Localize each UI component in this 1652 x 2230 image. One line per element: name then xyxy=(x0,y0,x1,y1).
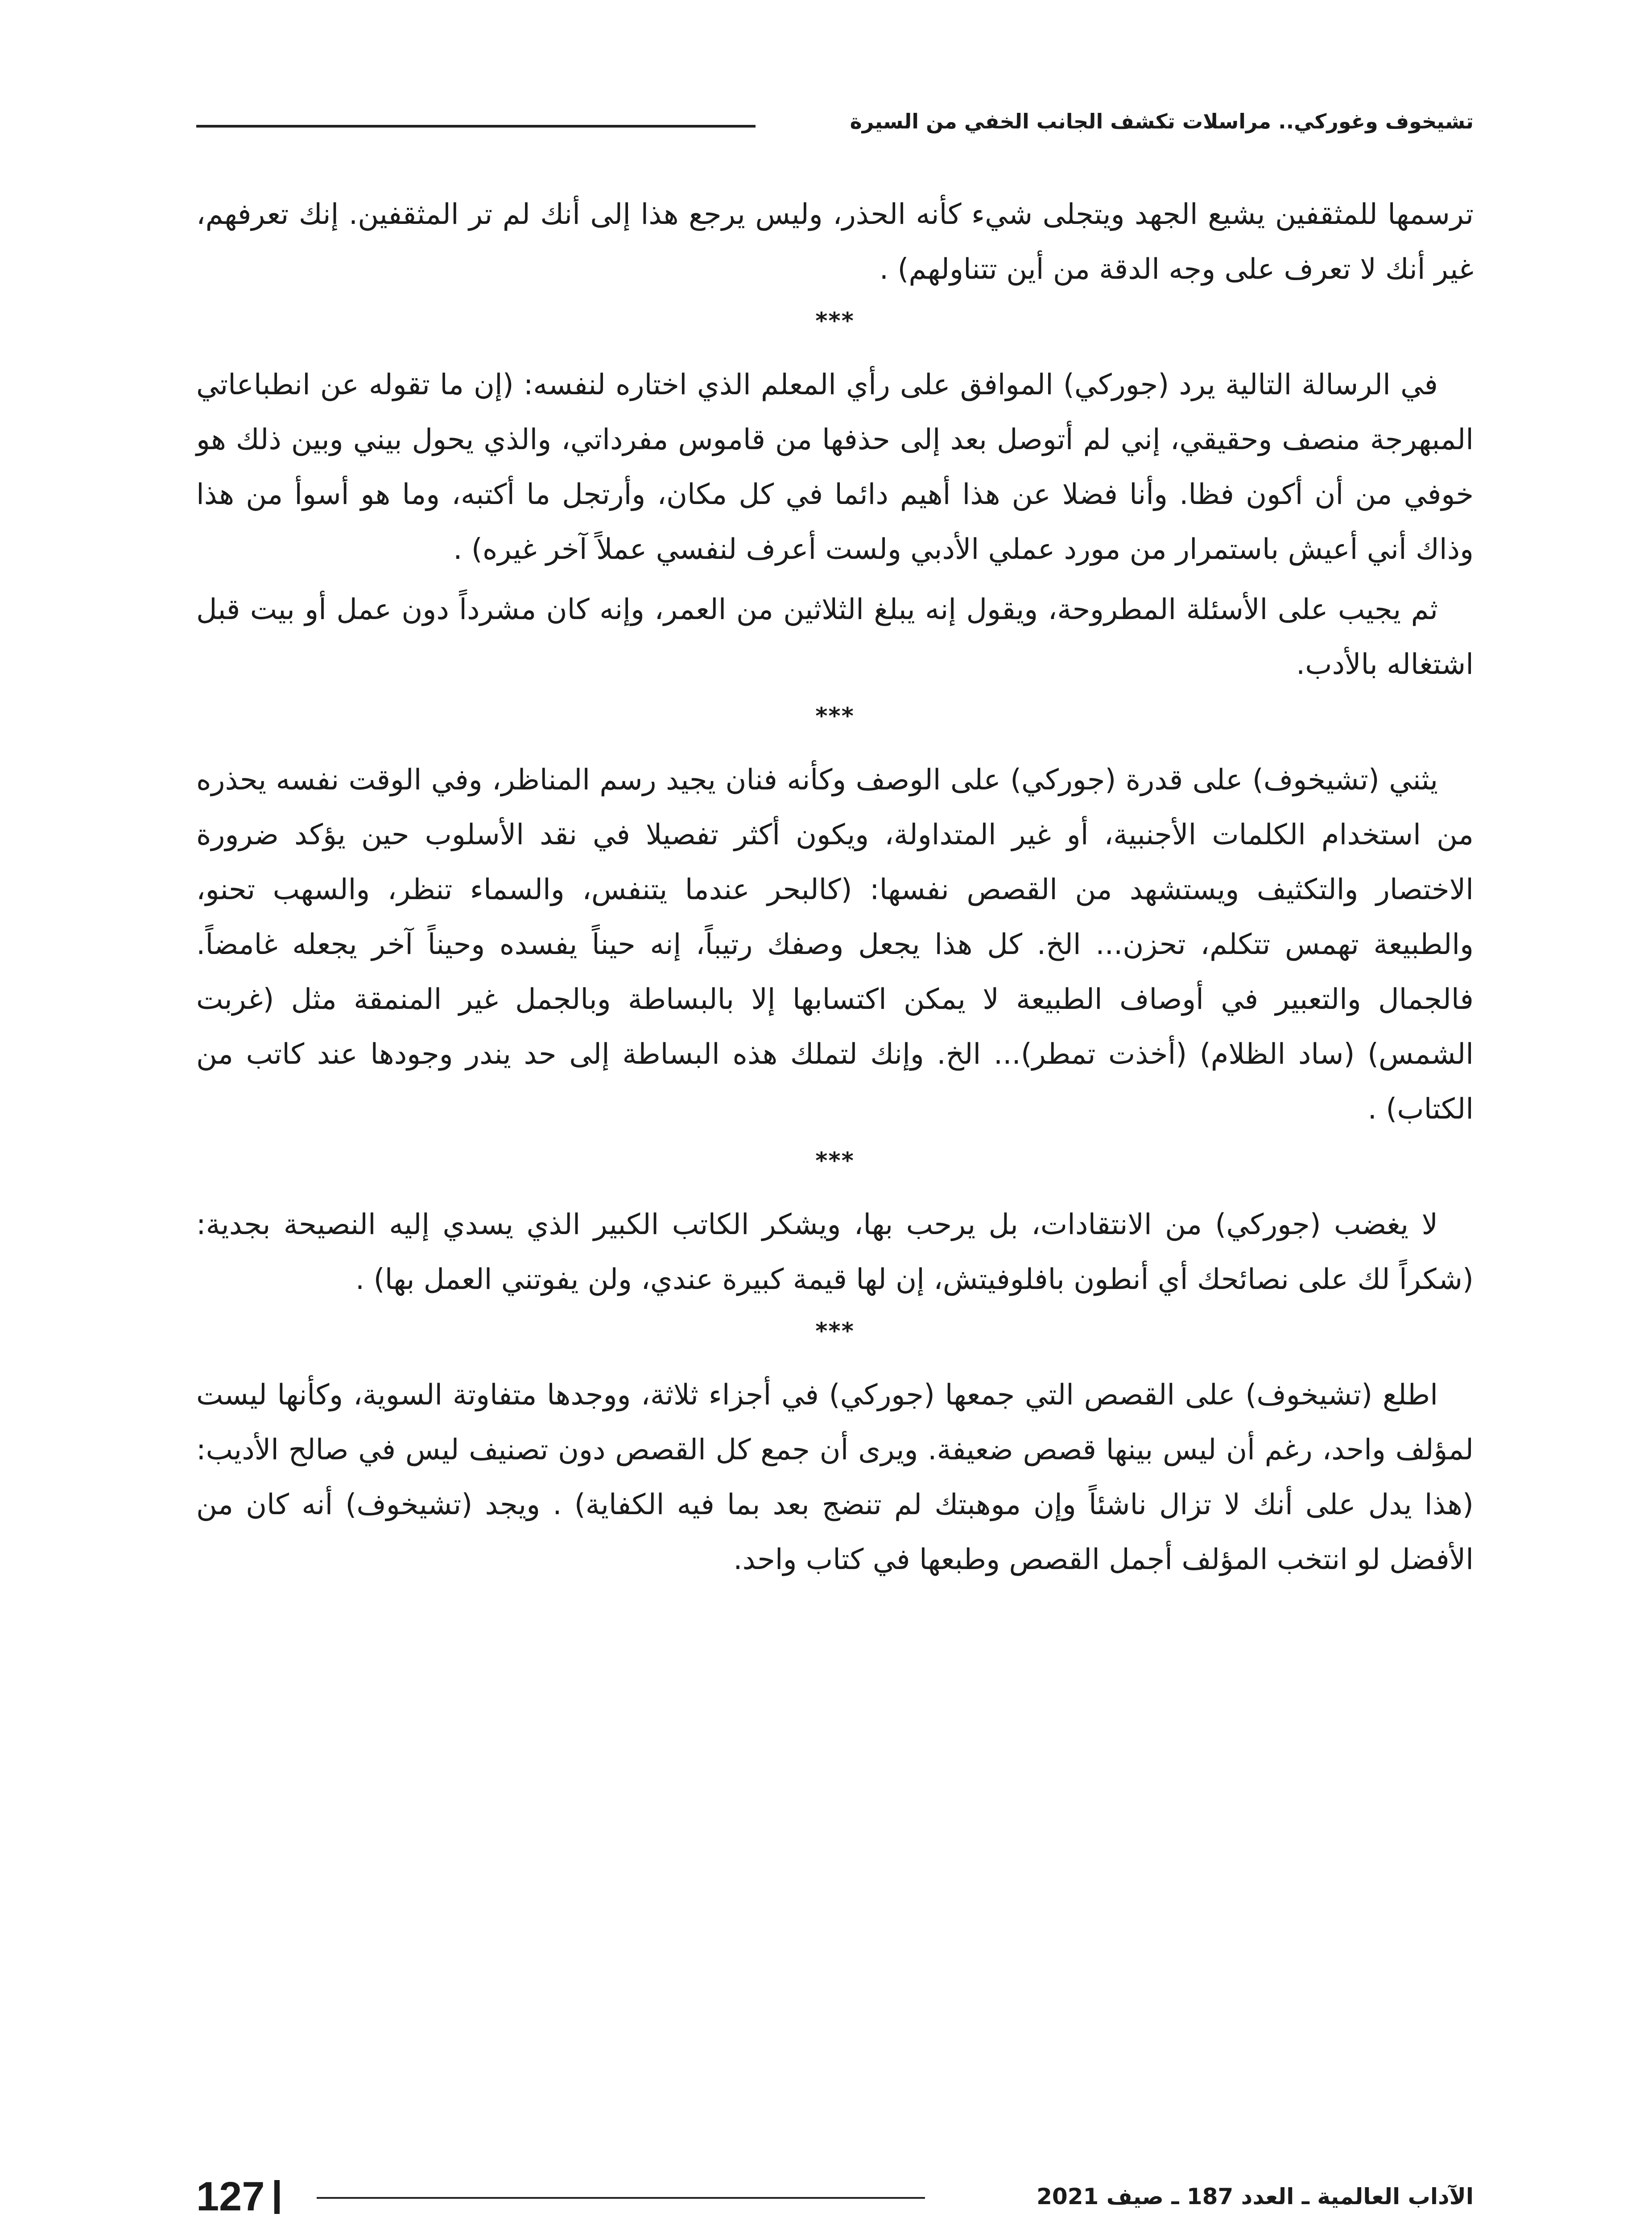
page-footer xyxy=(196,2172,1474,2221)
paragraph: في الرسالة التالية يرد (جوركي) الموافق على رأي المعلم الذي اختاره لنفسه: (إن ما تقوله عن انطباعاتي المبهرجة منصف وحقيقي، إني لم أتوصل بعد إلى حذفها من قاموس مفرداتي، والذي يحول بيني وبين ذلك هو خوفي من أن أكون فظا. وأنا فضلا عن هذا أهيم دائما في كل مكان، وأرتجل ما أكتبه، وما هو أسوأ من هذا وذاك أني أعيش باستمرار من مورد عملي الأدبي ولست أعرف لنفسي عملاً آخر غيره) . xyxy=(196,368,1474,566)
paragraph: يثني (تشيخوف) على قدرة (جوركي) على الوصف وكأنه فنان يجيد رسم المناظر، وفي الوقت نفسه يحذره من استخدام الكلمات الأجنبية، أو غير المتداولة، ويكون أكثر تفصيلا في نقد الأسلوب حين يؤكد ضرورة الاختصار والتكثيف ويستشهد من القصص نفسها: (كالبحر عندما يتنفس، والسماء تنظر، والسهب تحنو، والطبيعة تهمس تتكلم، تحزن... الخ. كل هذا يجعل وصفك رتيباً، إنه حيناً يفسده وحيناً آخر يجعله غامضاً. فالجمال والتعبير في أوصاف الطبيعة لا يمكن اكتسابها إلا بالبساطة وبالجمل غير المنمقة مثل (غربت الشمس) (ساد الظلام) (أخذت تمطر)... الخ. وإنك لتملك هذه البساطة إلى حد يندر وجودها عند كاتب من الكتاب) . xyxy=(196,764,1474,1126)
paragraph: اطلع (تشيخوف) على القصص التي جمعها (جوركي) في أجزاء ثلاثة، ووجدها متفاوتة السوية، وكأنها ليست لمؤلف واحد، رغم أن ليس بينها قصص ضعيفة. ويرى أن جمع كل القصص دون تصنيف ليس في صالح الأديب: (هذا يدل على أنك لا تزال ناشئاً وإن موهبتك لم تنضج بعد بما فيه الكفاية) . ويجد (تشيخوف) أنه كان من الأفضل لو انتخب المؤلف أجمل القصص وطبعها في كتاب واحد. xyxy=(196,1379,1474,1576)
running-header-title: تشيخوف وغوركي.. مراسلات تكشف الجانب الخفي من السيرة xyxy=(850,109,1474,133)
section-separator: *** xyxy=(815,1148,855,1174)
page-number: 127 xyxy=(196,2174,265,2219)
footer-rule xyxy=(317,2197,925,2199)
page-number-bar xyxy=(274,2180,280,2214)
paragraph: ترسمها للمثقفين يشيع الجهد ويتجلى شيء كأنه الحذر، وليس يرجع هذا إلى أنك لم تر المثقفين. إنك تعرفهم، غير أنك لا تعرف على وجه الدقة من أين تتناولهم) . xyxy=(196,198,1474,286)
paragraph: لا يغضب (جوركي) من الانتقادات، بل يرحب بها، ويشكر الكاتب الكبير الذي يسدي إليه النصيحة بجدية: (شكراً لك على نصائحك أي أنطون بافلوفيتش، إن لها قيمة كبيرة عندي، ولن يفوتني العمل بها) . xyxy=(196,1208,1474,1296)
section-separator: *** xyxy=(815,703,855,730)
section-separator: *** xyxy=(815,1318,855,1345)
publication-info: الآداب العالمية ـ العدد 187 ـ صيف 2021 xyxy=(1037,2184,1474,2209)
header-rule xyxy=(196,125,756,128)
section-separator: *** xyxy=(815,308,855,334)
article-body xyxy=(196,187,1474,1593)
running-header xyxy=(196,107,1474,147)
paragraph: ثم يجيب على الأسئلة المطروحة، ويقول إنه يبلغ الثلاثين من العمر، وإنه كان مشرداً دون عمل أو بيت قبل اشتغاله بالأدب. xyxy=(196,593,1474,681)
